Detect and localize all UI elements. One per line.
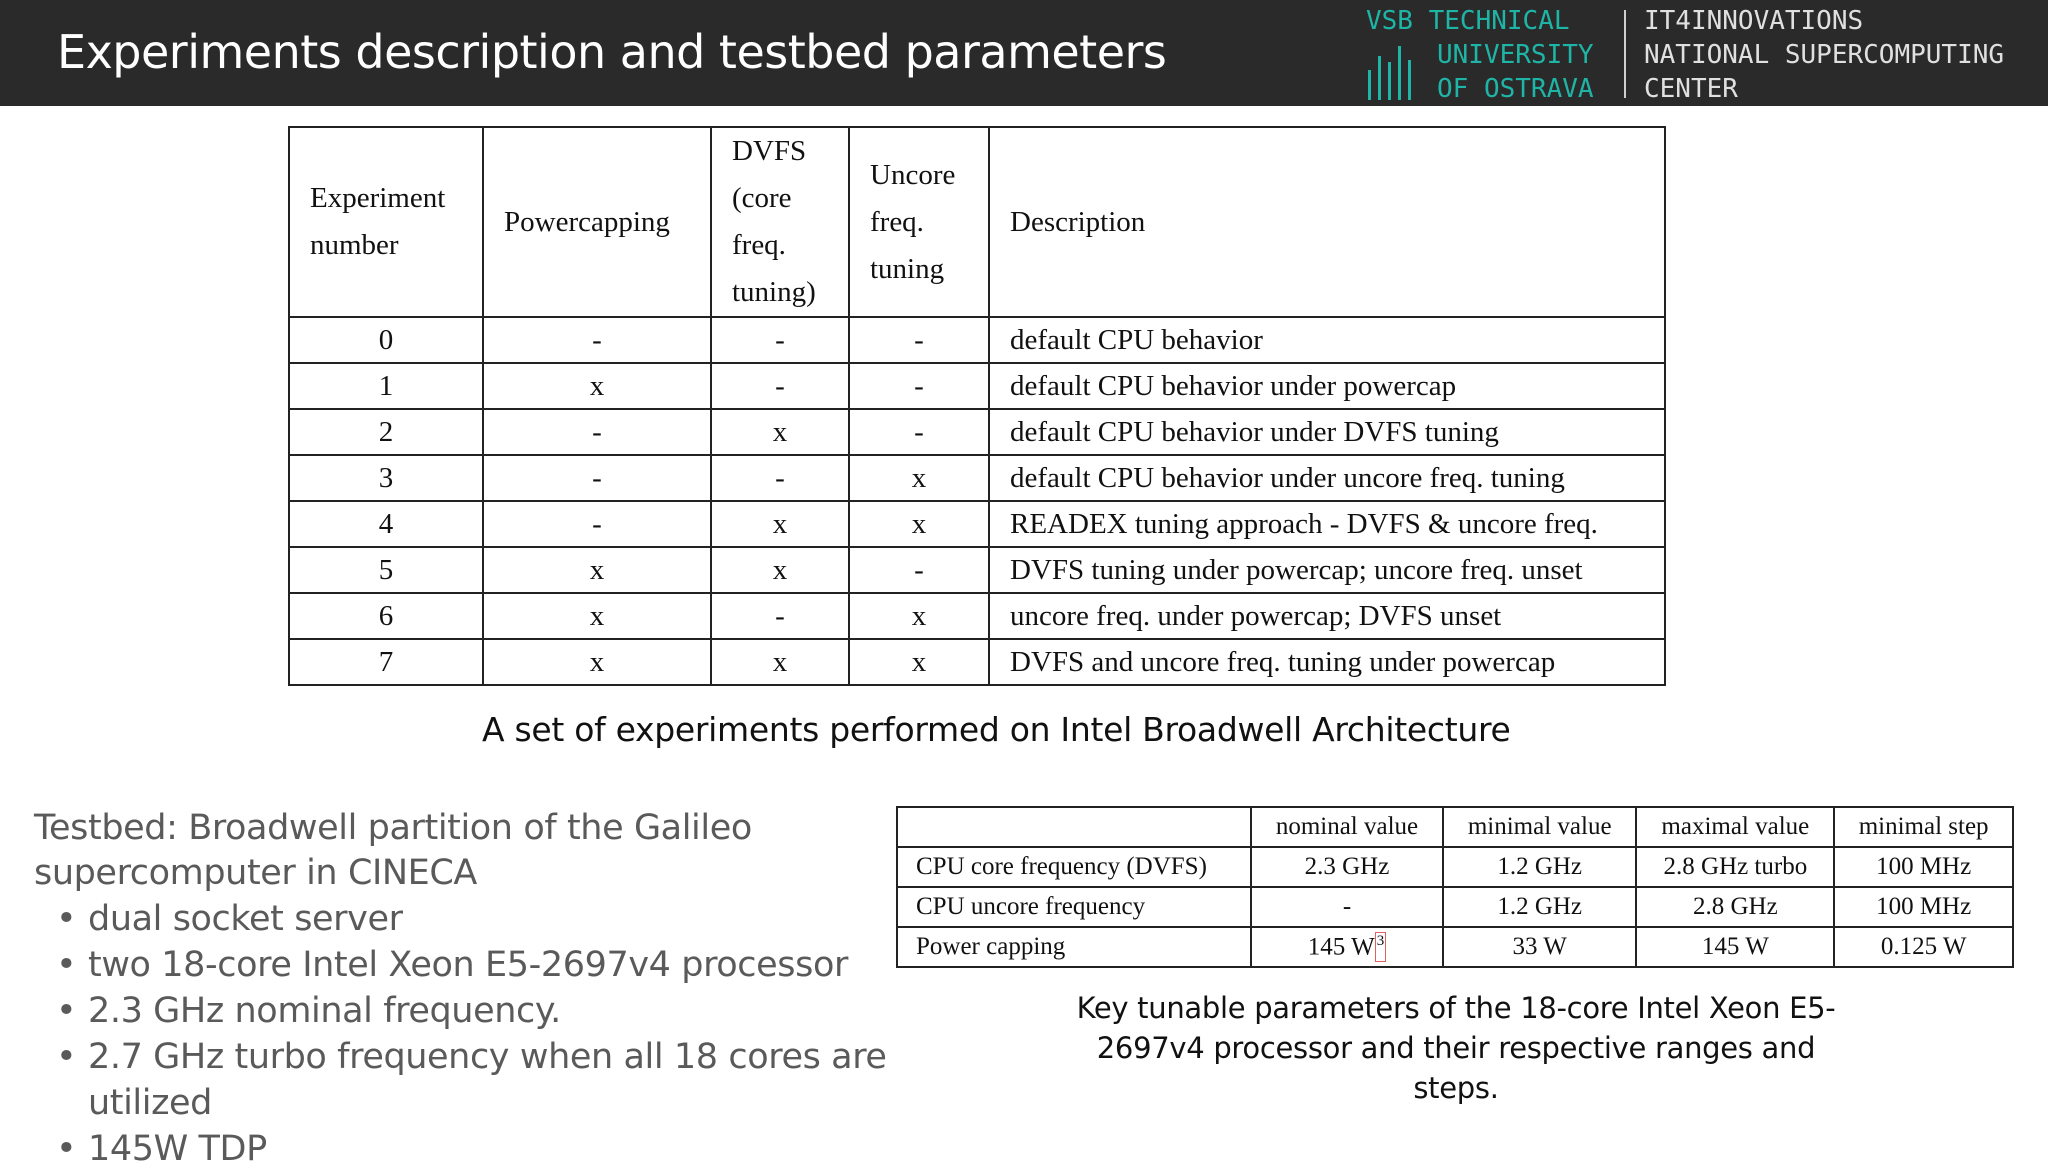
description-cell: DVFS tuning under powercap; uncore freq. unset <box>989 547 1665 593</box>
parameters-table <box>896 806 2014 968</box>
dvfs-cell: - <box>711 363 849 409</box>
param-cell: 33 W <box>1443 927 1636 967</box>
param-label: Power capping <box>897 927 1251 967</box>
testbed-heading-2: supercomputer in CINECA <box>34 853 477 893</box>
header-bar <box>0 0 2048 106</box>
table-header-row <box>289 127 1665 317</box>
header-powercapping: Powercapping <box>483 127 711 317</box>
description-cell: DVFS and uncore freq. tuning under powercap <box>989 639 1665 685</box>
description-cell: default CPU behavior <box>989 317 1665 363</box>
param-cell: 0.125 W <box>1834 927 2013 967</box>
experiment-number-cell: 4 <box>289 501 483 547</box>
param-cell: 100 MHz <box>1834 887 2013 927</box>
table-row <box>289 639 1665 685</box>
table-row <box>289 593 1665 639</box>
params-header-step: minimal step <box>1834 807 2013 847</box>
uncore-cell: x <box>849 593 989 639</box>
param-cell: 100 MHz <box>1834 847 2013 887</box>
table-row <box>897 927 2013 967</box>
experiment-number-cell: 3 <box>289 455 483 501</box>
param-cell: 145 W <box>1636 927 1834 967</box>
experiments-body <box>289 317 1665 685</box>
logo-line-3: OF OSTRAVA <box>1437 74 1594 104</box>
powercapping-cell: - <box>483 455 711 501</box>
dvfs-cell: x <box>711 547 849 593</box>
table-row <box>289 317 1665 363</box>
params-header-row <box>897 807 2013 847</box>
uncore-cell: x <box>849 501 989 547</box>
powercapping-cell: x <box>483 547 711 593</box>
uncore-cell: - <box>849 317 989 363</box>
logo-bars-icon <box>1366 44 1416 100</box>
table-row <box>289 363 1665 409</box>
param-cell: - <box>1251 887 1443 927</box>
powercapping-cell: x <box>483 363 711 409</box>
experiment-number-cell: 0 <box>289 317 483 363</box>
experiment-number-cell: 5 <box>289 547 483 593</box>
table-row <box>897 887 2013 927</box>
header-experiment-number: Experiment number <box>289 127 483 317</box>
dvfs-cell: x <box>711 639 849 685</box>
list-item: • 145W TDP <box>34 1126 964 1172</box>
list-item: • dual socket server <box>34 896 964 942</box>
powercapping-cell: - <box>483 317 711 363</box>
uncore-cell: x <box>849 639 989 685</box>
description-cell: default CPU behavior under uncore freq. tuning <box>989 455 1665 501</box>
params-header-nominal: nominal value <box>1251 807 1443 847</box>
experiment-number-cell: 7 <box>289 639 483 685</box>
table-row <box>897 847 2013 887</box>
logo-right-1: IT4INNOVATIONS <box>1644 6 1864 36</box>
dvfs-cell: - <box>711 455 849 501</box>
logo-line-2: UNIVERSITY <box>1437 40 1594 70</box>
description-cell: READEX tuning approach - DVFS & uncore freq. <box>989 501 1665 547</box>
logo-line-1: VSB TECHNICAL <box>1366 6 1570 36</box>
param-cell: 2.8 GHz turbo <box>1636 847 1834 887</box>
testbed-list <box>34 896 964 1172</box>
param-cell: 1.2 GHz <box>1443 887 1636 927</box>
slide-title: Experiments description and testbed parameters <box>57 25 1167 79</box>
powercapping-cell: - <box>483 409 711 455</box>
uncore-cell: x <box>849 455 989 501</box>
logo-right-3: CENTER <box>1644 74 1738 104</box>
experiments-caption: A set of experiments performed on Intel Broadwell Architecture <box>482 710 1511 749</box>
experiment-number-cell: 6 <box>289 593 483 639</box>
dvfs-cell: - <box>711 317 849 363</box>
header-dvfs: DVFS (core freq. tuning) <box>711 127 849 317</box>
header-description: Description <box>989 127 1665 317</box>
table-row <box>289 547 1665 593</box>
experiments-table <box>288 126 1666 686</box>
header-uncore: Uncore freq. tuning <box>849 127 989 317</box>
experiment-number-cell: 2 <box>289 409 483 455</box>
param-cell-with-footnote: 145 W $^3$ <box>1251 927 1443 967</box>
powercapping-cell: x <box>483 593 711 639</box>
testbed-heading-1: Testbed: Broadwell partition of the Galileo <box>34 808 752 848</box>
table-row <box>289 409 1665 455</box>
dvfs-cell: x <box>711 409 849 455</box>
experiment-number-cell: 1 <box>289 363 483 409</box>
list-item: • 2.7 GHz turbo frequency when all 18 cores are utilized <box>34 1034 964 1126</box>
table-row <box>289 455 1665 501</box>
description-cell: uncore freq. under powercap; DVFS unset <box>989 593 1665 639</box>
parameters-caption: Key tunable parameters of the 18-core Intel Xeon E5- 2697v4 processor and their respective ranges and steps. <box>1076 991 1836 1105</box>
param-cell: 1.2 GHz <box>1443 847 1636 887</box>
dvfs-cell: - <box>711 593 849 639</box>
logo-right-2: NATIONAL SUPERCOMPUTING <box>1644 40 2005 70</box>
powercapping-cell: - <box>483 501 711 547</box>
params-header-minimal: minimal value <box>1443 807 1636 847</box>
list-item: • 2.3 GHz nominal frequency. <box>34 988 964 1034</box>
description-cell: default CPU behavior under powercap <box>989 363 1665 409</box>
list-item: • two 18-core Intel Xeon E5-2697v4 processor <box>34 942 964 988</box>
table-row <box>289 501 1665 547</box>
params-header-maximal: maximal value <box>1636 807 1834 847</box>
university-logo <box>1366 4 2046 102</box>
uncore-cell: - <box>849 409 989 455</box>
params-header-empty <box>897 807 1251 847</box>
logo-separator <box>1624 10 1626 98</box>
footnote-mark: 3 <box>1376 932 1385 949</box>
dvfs-cell: x <box>711 501 849 547</box>
param-label: CPU uncore frequency <box>897 887 1251 927</box>
powercapping-cell: x <box>483 639 711 685</box>
testbed-section <box>34 806 964 1172</box>
param-cell: 2.8 GHz <box>1636 887 1834 927</box>
uncore-cell: - <box>849 547 989 593</box>
uncore-cell: - <box>849 363 989 409</box>
param-label: CPU core frequency (DVFS) <box>897 847 1251 887</box>
description-cell: default CPU behavior under DVFS tuning <box>989 409 1665 455</box>
param-cell: 2.3 GHz <box>1251 847 1443 887</box>
